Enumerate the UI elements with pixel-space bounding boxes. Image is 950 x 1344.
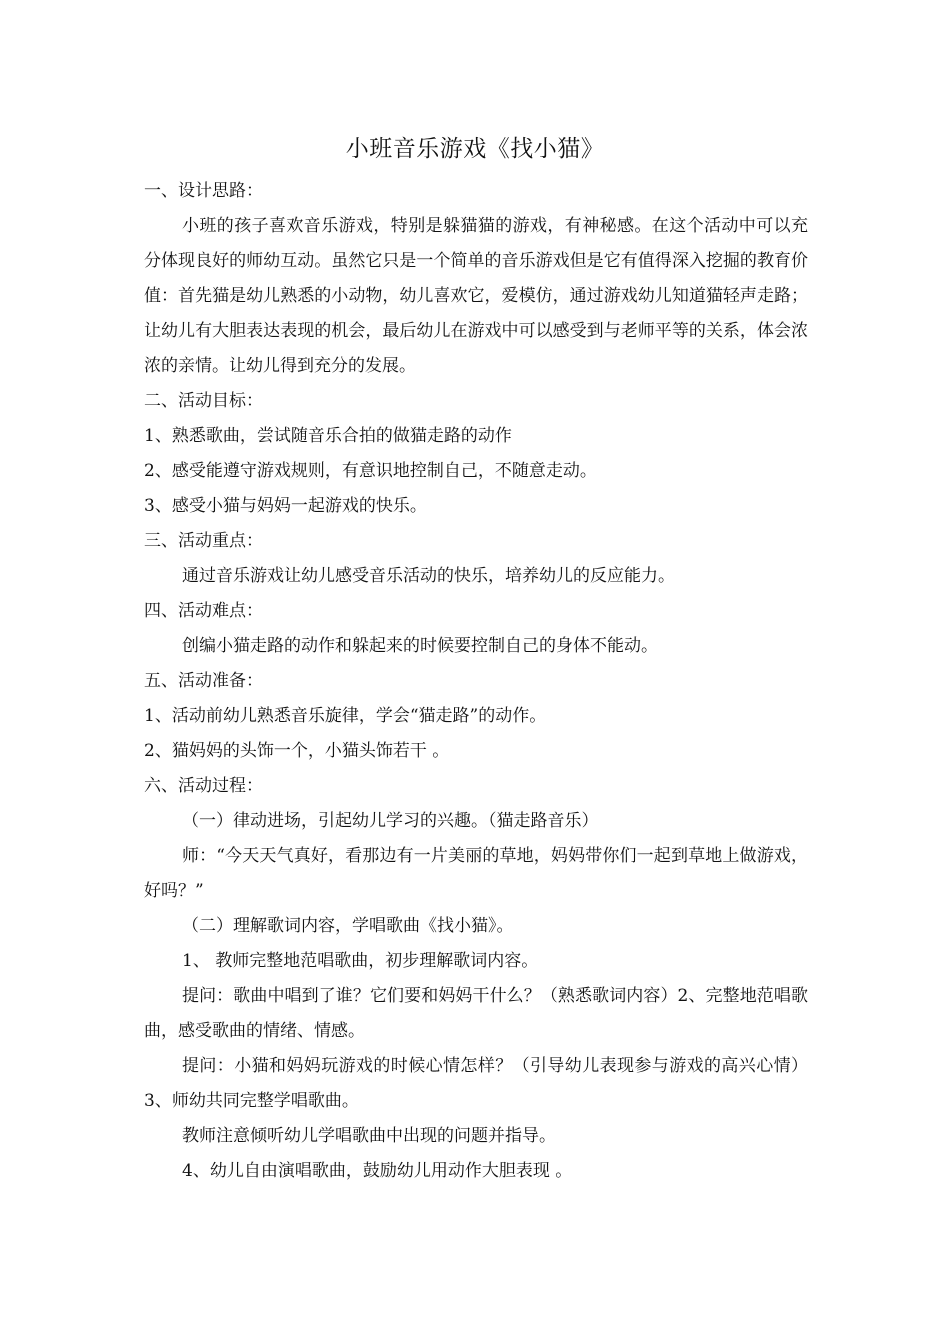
section-heading-difficulty: 四、活动难点：: [144, 601, 263, 621]
section-heading-design: 一、设计思路：: [144, 181, 263, 201]
preparation-item: 1、活动前幼儿熟悉音乐旋律，学会“猫走路”的动作。: [144, 706, 547, 726]
section-heading-process: 六、活动过程：: [144, 776, 263, 796]
process-paragraph: 4、幼儿自由演唱歌曲，鼓励幼儿用动作大胆表现 。: [182, 1161, 573, 1181]
section-heading-preparation: 五、活动准备：: [144, 671, 263, 691]
goal-item: 3、感受小猫与妈妈一起游戏的快乐。: [144, 496, 427, 516]
paragraph-key-point: 通过音乐游戏让幼儿感受音乐活动的快乐，培养幼儿的反应能力。: [182, 566, 675, 586]
process-paragraph: 教师注意倾听幼儿学唱歌曲中出现的问题并指导。: [182, 1126, 556, 1146]
paragraph-design: 小班的孩子喜欢音乐游戏，特别是躲猫猫的游戏，有神秘感。在这个活动中可以充分体现良好的师幼互动。虽然它只是一个简单的音乐游戏但是它有值得深入挖掘的教育价值：首先猫是幼儿熟悉的小动物，幼儿喜欢它，爱模仿，通过游戏幼儿知道猫轻声走路；让幼儿有大胆表达表现的机会，最后幼儿在游戏中可以感受到与老师平等的关系，体会浓浓的亲情。让幼儿得到充分的发展。: [144, 216, 808, 376]
section-heading-key-point: 三、活动重点：: [144, 531, 263, 551]
goal-item: 2、感受能遵守游戏规则，有意识地控制自己，不随意走动。: [144, 461, 597, 481]
section-heading-goals: 二、活动目标：: [144, 391, 263, 411]
goal-item: 1、熟悉歌曲，尝试随音乐合拍的做猫走路的动作: [144, 426, 512, 446]
process-paragraph: 提问：小猫和妈妈玩游戏的时候心情怎样？（引导幼儿表现参与游戏的高兴心情）3、师幼共同完整学唱歌曲。: [144, 1056, 808, 1111]
process-paragraph: （二）理解歌词内容，学唱歌曲《找小猫》。: [182, 916, 514, 936]
preparation-item: 2、猫妈妈的头饰一个，小猫头饰若干 。: [144, 741, 450, 761]
paragraph-difficulty: 创编小猫走路的动作和躲起来的时候要控制自己的身体不能动。: [182, 636, 658, 656]
document-body: [144, 174, 808, 1189]
process-paragraph: 1、 教师完整地范唱歌曲，初步理解歌词内容。: [182, 951, 539, 971]
process-paragraph: 师：“今天天气真好，看那边有一片美丽的草地，妈妈带你们一起到草地上做游戏，好吗？”: [144, 846, 808, 901]
process-paragraph: 提问：歌曲中唱到了谁？它们要和妈妈干什么？（熟悉歌词内容）2、完整地范唱歌曲，感受歌曲的情绪、情感。: [144, 986, 808, 1041]
process-paragraph: （一）律动进场，引起幼儿学习的兴趣。（猫走路音乐）: [182, 811, 599, 831]
document-title: 小班音乐游戏《找小猫》: [345, 136, 605, 162]
